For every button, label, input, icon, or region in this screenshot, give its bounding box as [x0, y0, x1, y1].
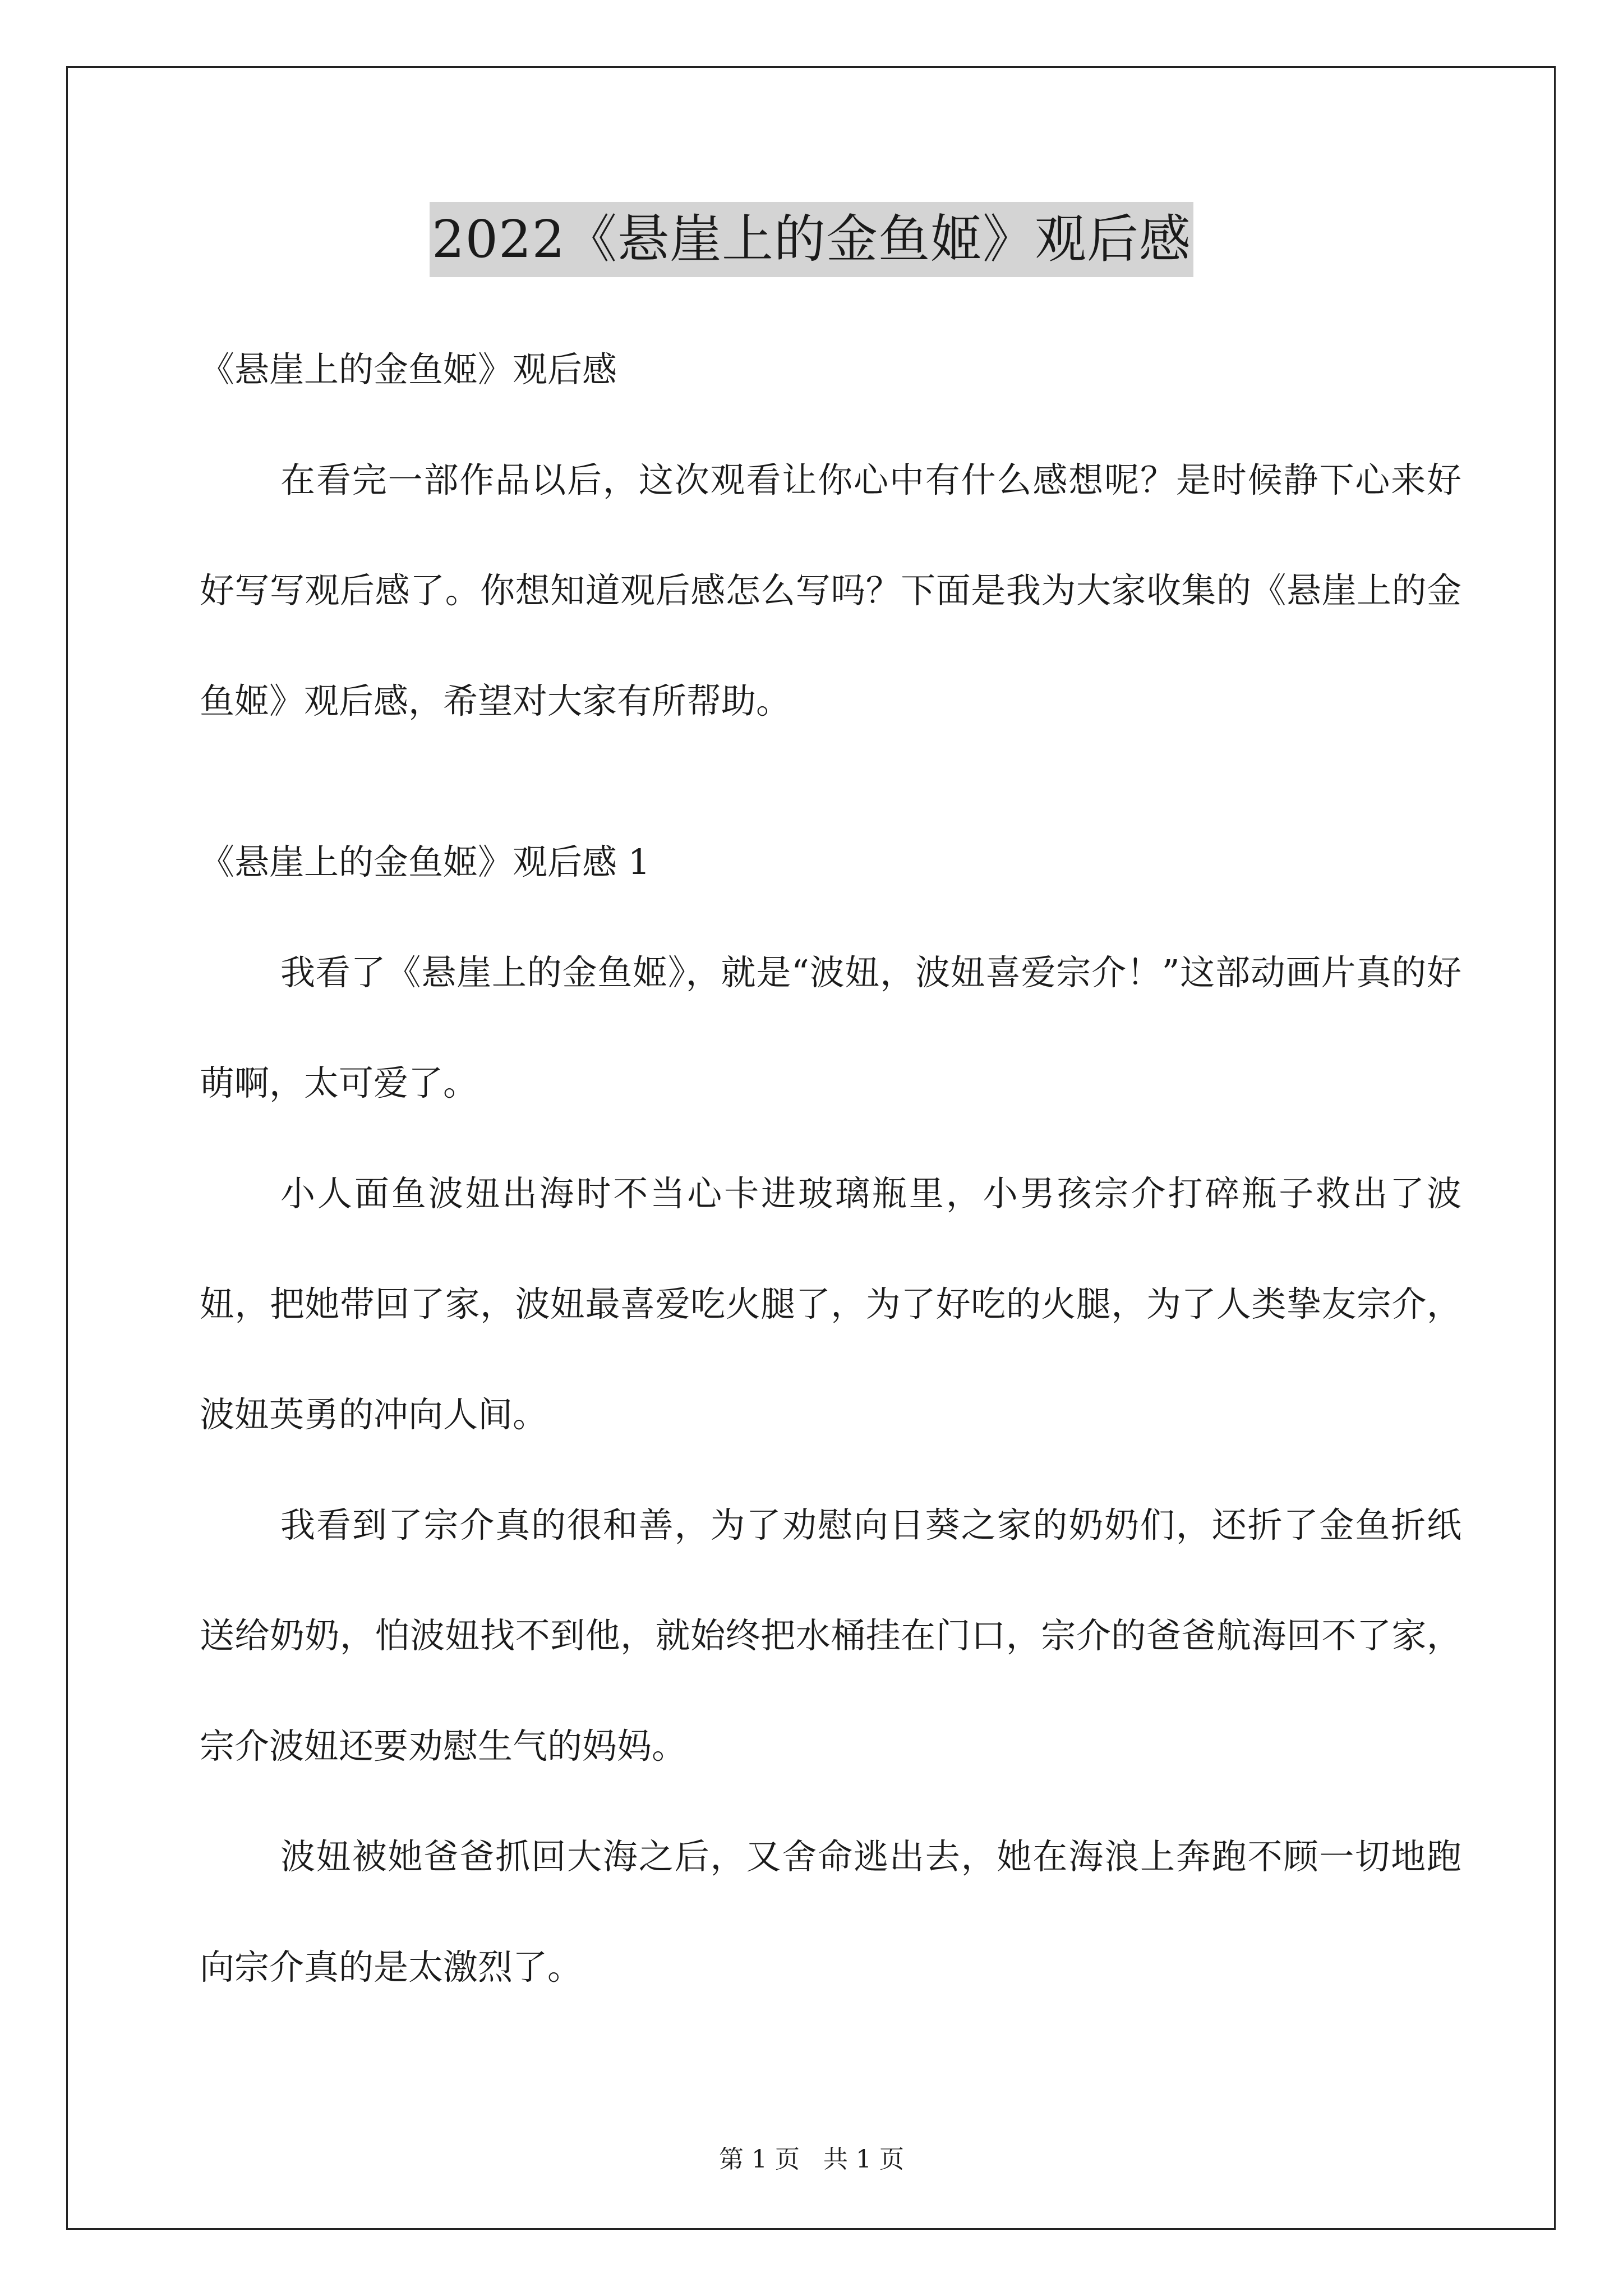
document-title: 2022《悬崖上的金鱼姬》观后感 — [430, 202, 1193, 277]
title-container — [0, 202, 1623, 277]
body-paragraph: 我看了《悬崖上的金鱼姬》，就是“波妞，波妞喜爱宗介！”这部动画片真的好萌啊，太可爱了。 — [200, 952, 1461, 1103]
intro-paragraph: 在看完一部作品以后，这次观看让你心中有什么感想呢？是时候静下心来好好写写观后感了。你想知道观后感怎么写吗？下面是我为大家收集的《悬崖上的金鱼姬》观后感，希望对大家有所帮助。 — [200, 459, 1461, 721]
body-paragraph: 我看到了宗介真的很和善，为了劝慰向日葵之家的奶奶们，还折了金鱼折纸送给奶奶，怕波妞找不到他，就始终把水桶挂在门口，宗介的爸爸航海回不了家，宗介波妞还要劝慰生气的妈妈。 — [200, 1504, 1461, 1766]
page-footer: 第 1 页 共 1 页 — [719, 2145, 904, 2174]
document-subtitle: 《悬崖上的金鱼姬》观后感 — [200, 349, 617, 390]
body-paragraph: 波妞被她爸爸抓回大海之后，又舍命逃出去，她在海浪上奔跑不顾一切地跑向宗介真的是太激烈了。 — [200, 1836, 1461, 1987]
section-spacer — [200, 756, 1461, 807]
body-paragraph: 小人面鱼波妞出海时不当心卡进玻璃瓶里，小男孩宗介打碎瓶子救出了波妞，把她带回了家，波妞最喜爱吃火腿了，为了好吃的火腿，为了人类挚友宗介，波妞英勇的冲向人间。 — [200, 1173, 1461, 1435]
document-body — [200, 314, 1461, 2022]
section-heading: 《悬崖上的金鱼姬》观后感 1 — [200, 841, 651, 882]
